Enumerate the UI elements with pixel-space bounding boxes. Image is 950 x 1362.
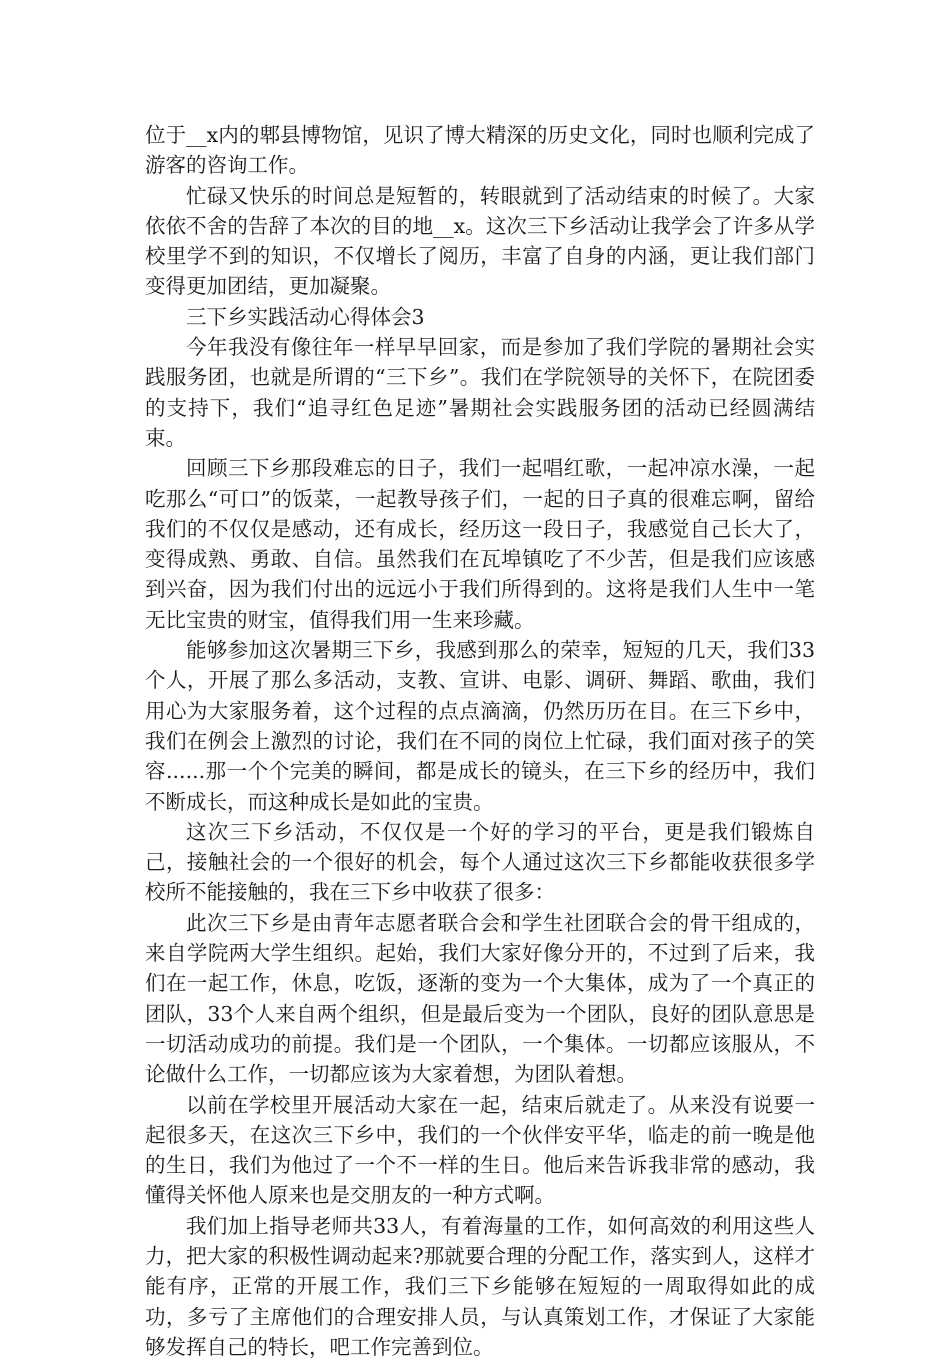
paragraph-3: 今年我没有像往年一样早早回家，而是参加了我们学院的暑期社会实践服务团，也就是所谓的“三下乡”。我们在学院领导的关怀下，在院团委的支持下，我们“追寻红色足迹”暑期社会实践服务团的活动已经圆满结束。 bbox=[145, 335, 815, 450]
paragraph-8: 以前在学校里开展活动大家在一起，结束后就走了。从来没有说要一起很多天，在这次三下乡中，我们的一个伙伴安平华，临走的前一晚是他的生日，我们为他过了一个不一样的生日。他后来告诉我非常的感动，我懂得关怀他人原来也是交朋友的一种方式啊。 bbox=[145, 1092, 815, 1208]
paragraph-2: 忙碌又快乐的时间总是短暂的，转眼就到了活动结束的时候了。大家依依不舍的告辞了本次的目的地__x。这次三下乡活动让我学会了许多从学校里学不到的知识，不仅增长了阅历，丰富了自身的内涵，更让我们部门变得更加团结，更加凝聚。 bbox=[145, 183, 815, 299]
document-body bbox=[145, 120, 815, 1362]
paragraph-7: 此次三下乡是由青年志愿者联合会和学生社团联合会的骨干组成的，来自学院两大学生组织。起始，我们大家好像分开的，不过到了后来，我们在一起工作，休息，吃饭，逐渐的变为一个大集体，成为了一个真正的团队，33个人来自两个组织，但是最后变为一个团队，良好的团队意思是一切活动成功的前提。我们是一个团队，一个集体。一切都应该服从，不论做什么工作，一切都应该为大家着想，为团队着想。 bbox=[145, 910, 815, 1087]
paragraph-1: 位于__x内的郫县博物馆，见识了博大精深的历史文化，同时也顺利完成了游客的咨询工作。 bbox=[145, 123, 815, 178]
paragraph-9: 我们加上指导老师共33人，有着海量的工作，如何高效的利用这些人力，把大家的积极性调动起来?那就要合理的分配工作，落实到人，这样才能有序，正常的开展工作，我们三下乡能够在短短的一周取得如此的成功，多亏了主席他们的合理安排人员，与认真策划工作，才保证了大家能够发挥自己的特长，吧工作完善到位。 bbox=[145, 1213, 815, 1359]
paragraph-4: 回顾三下乡那段难忘的日子，我们一起唱红歌，一起冲凉水澡，一起吃那么“可口”的饭菜，一起教导孩子们，一起的日子真的很难忘啊，留给我们的不仅仅是感动，还有成长，经历这一段日子，我感觉自己长大了，变得成熟、勇敢、自信。虽然我们在瓦埠镇吃了不少苦，但是我们应该感到兴奋，因为我们付出的远远小于我们所得到的。这将是我们人生中一笔无比宝贵的财宝，值得我们用一生来珍藏。 bbox=[145, 456, 815, 632]
paragraph-6: 这次三下乡活动，不仅仅是一个好的学习的平台，更是我们锻炼自己，接触社会的一个很好的机会，每个人通过这次三下乡都能收获很多学校所不能接触的，我在三下乡中收获了很多： bbox=[145, 819, 815, 905]
section-heading: 三下乡实践活动心得体会3 bbox=[186, 304, 425, 329]
paragraph-5: 能够参加这次暑期三下乡，我感到那么的荣幸，短短的几天，我们33个人，开展了那么多活动，支教、宣讲、电影、调研、舞蹈、歌曲，我们用心为大家服务着，这个过程的点点滴滴，仍然历历在目。在三下乡中，我们在例会上激烈的讨论，我们在不同的岗位上忙碌，我们面对孩子的笑容......那一个个完美的瞬间，都是成长的镜头，在三下乡的经历中，我们不断成长，而这种成长是如此的宝贵。 bbox=[145, 638, 815, 814]
